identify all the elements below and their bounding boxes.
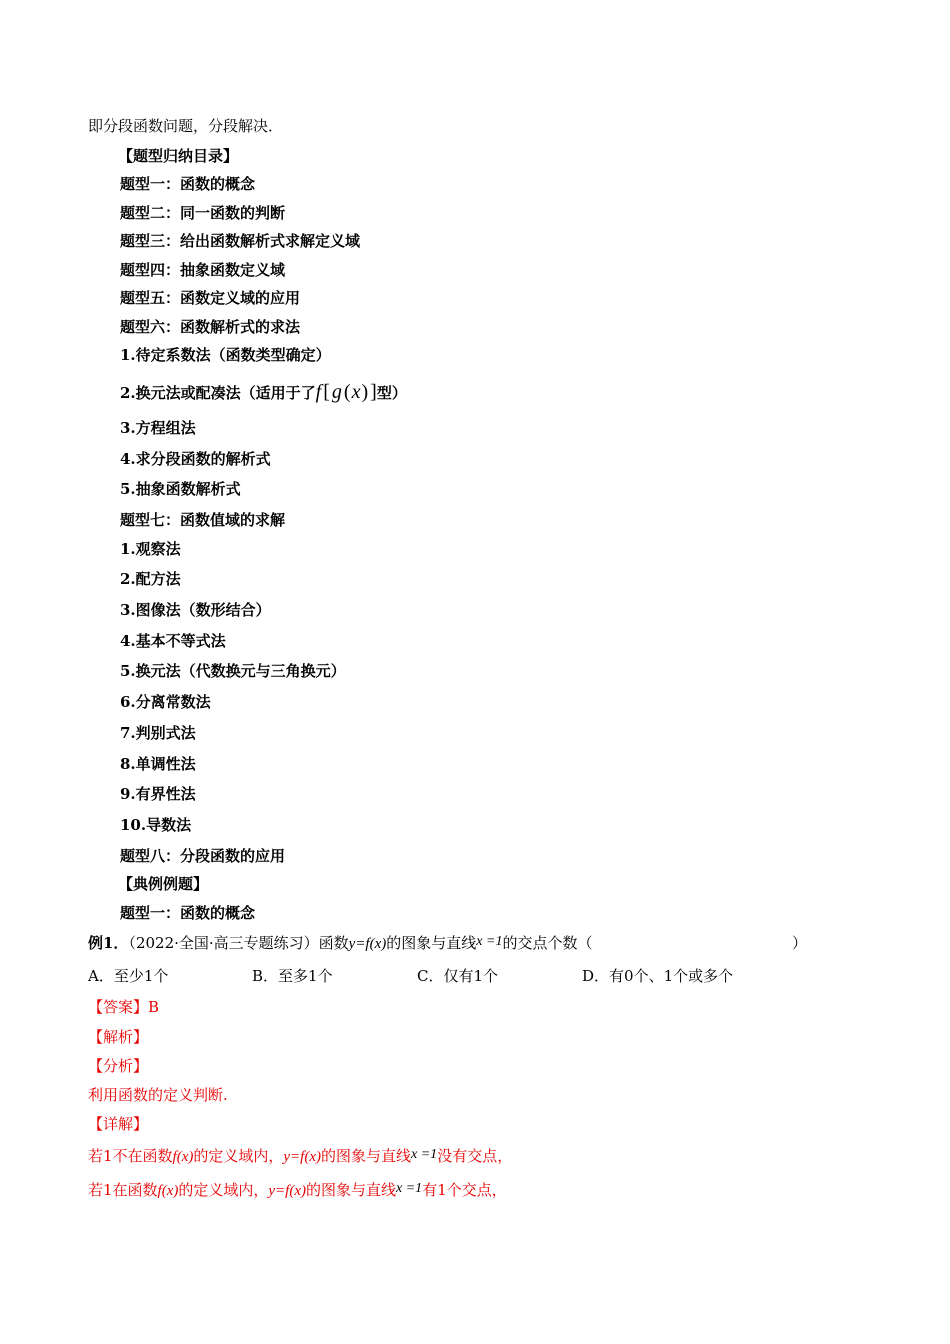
method7-4: 4.基本不等式法 [120,632,226,650]
analysis-label: 【解析】 [88,1028,149,1046]
toc-heading: 【题型归纳目录】 [118,147,239,165]
method7-10: 10.导数法 [120,816,192,834]
intro-text: 即分段函数问题，分段解决． [88,117,284,135]
method7-1: 1.观察法 [120,540,181,558]
method6-1: 1.待定系数法（函数类型确定） [120,346,331,364]
math-left-bracket: [ [323,381,330,403]
detail-1-c: 的图象与直线 [321,1147,412,1165]
toc-item-4: 题型四：抽象函数定义域 [120,261,286,279]
answer-label: 【答案】B [88,998,160,1016]
method7-3: 3.图像法（数形结合） [120,601,271,619]
option-a: A．至少1个 [88,967,169,985]
detail-2-b: 的定义域内， [178,1181,269,1199]
toc-item-2: 题型二：同一函数的判断 [120,204,286,222]
option-c: C．仅有1个 [417,967,499,985]
detail-1-d: 没有交点， [437,1147,513,1165]
example-label: 例1． [88,934,129,952]
method6-4: 4.求分段函数的解析式 [120,450,271,468]
method7-2: 2.配方法 [120,570,181,588]
math-fx: f(x) [172,1149,194,1165]
detail-1-b: 的定义域内， [193,1147,284,1165]
math-right-paren: ) [361,381,369,403]
option-d: D．有0个、1个或多个 [582,967,734,985]
toc-item-3: 题型三：给出函数解析式求解定义域 [120,232,361,250]
detail-1-a: 若1不在函数 [88,1147,173,1165]
detail-2-a: 若1在函数 [88,1181,158,1199]
math-right-bracket: ] [370,381,377,403]
math-x: x [351,381,361,403]
example-1-close-paren: ） [792,934,808,952]
math-left-paren: ( [343,381,351,403]
examples-heading: 【典例例题】 [118,875,209,893]
example-text-mid: 的图象与直线 [386,934,477,952]
method6-2-suffix: 型） [376,384,407,402]
method7-5: 5.换元法（代数换元与三角换元） [120,662,346,680]
method7-7: 7.判别式法 [120,724,196,742]
detail-line-1 [88,1146,512,1168]
example-1-question [88,933,592,955]
option-b: B．至多1个 [252,967,333,985]
method6-2-prefix: 2.换元法或配凑法（适用于了 [120,384,316,402]
math-yfx: y=f(x) [283,1149,321,1165]
method7-6: 6.分离常数法 [120,693,211,711]
detail-line-2 [88,1180,507,1202]
math-x-eq-1: x =1 [476,934,503,949]
fenxi-label: 【分析】 [88,1057,149,1075]
example-source: （2022·全国·高三专题练习）函数 [128,934,349,952]
math-f: f [315,381,322,403]
method6-2 [120,380,407,405]
math-x-eq-1: x =1 [411,1147,438,1162]
detail-2-c: 的图象与直线 [306,1181,397,1199]
math-yfx: y=f(x) [268,1183,306,1199]
method7-9: 9.有界性法 [120,785,196,803]
method6-5: 5.抽象函数解析式 [120,480,241,498]
math-x-eq-1: x =1 [396,1181,423,1196]
toc-item-1: 题型一：函数的概念 [120,175,256,193]
section-title-1: 题型一：函数的概念 [120,904,256,922]
detail-2-d: 有1个交点， [422,1181,507,1199]
method6-3: 3.方程组法 [120,419,196,437]
math-g: g [331,381,342,403]
toc-item-6: 题型六：函数解析式的求法 [120,318,301,336]
math-yfx: y=f(x) [348,936,387,952]
method7-8: 8.单调性法 [120,755,196,773]
fenxi-text: 利用函数的定义判断. [88,1086,228,1104]
toc-item-7: 题型七：函数值域的求解 [120,511,286,529]
example-text-end: 的交点个数（ [502,934,593,952]
toc-item-5: 题型五：函数定义域的应用 [120,289,301,307]
detail-label: 【详解】 [88,1115,149,1133]
toc-item-8: 题型八：分段函数的应用 [120,847,286,865]
math-fx: f(x) [157,1183,179,1199]
